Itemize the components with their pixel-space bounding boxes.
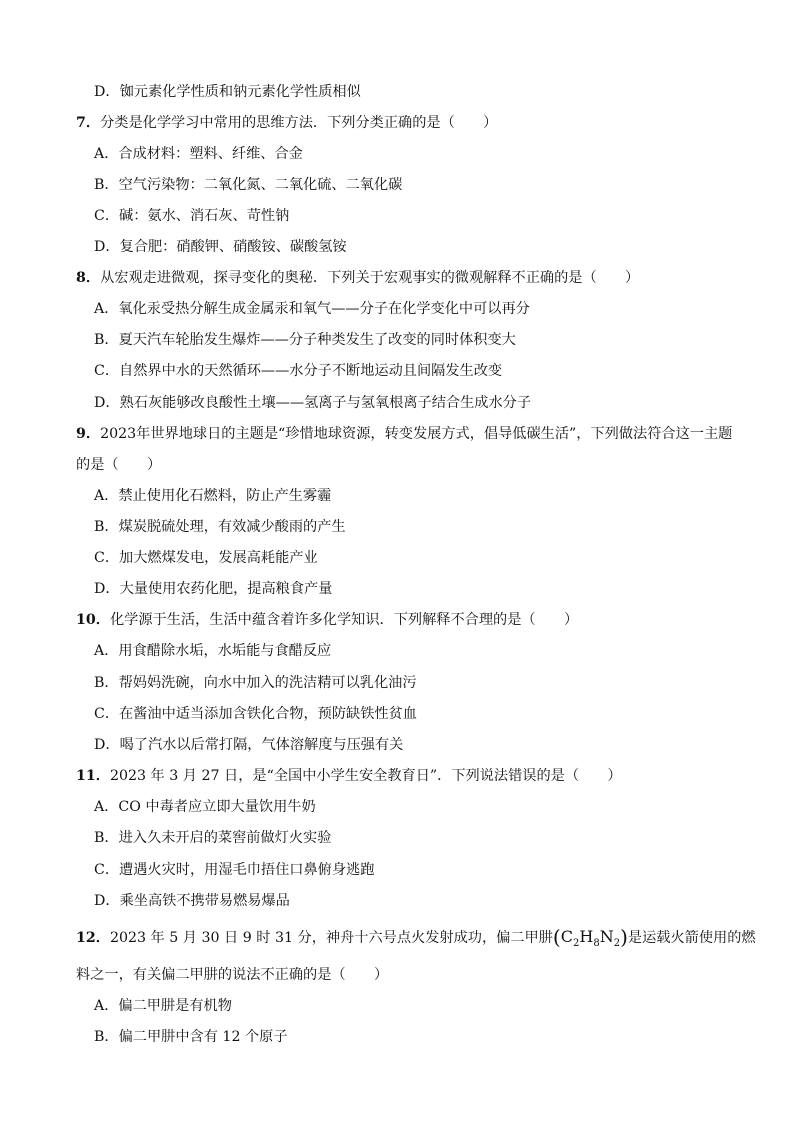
- question-9-stem: [76, 424, 732, 444]
- question-9-option-c: C．加大燃煤发电，发展高耗能产业: [94, 550, 318, 566]
- question-text: 2023 年 5 月 30 日 9 时 31 分，神舟十六号点火发射成功，偏二甲肼: [109, 930, 553, 946]
- question-number: 10．: [76, 612, 110, 628]
- question-text: 2023年世界地球日的主题是“珍惜地球资源，转变发展方式，倡导低碳生活”，下列做法符合这一主题: [100, 426, 733, 442]
- question-11-option-c: C．遭遇火灾时，用湿毛巾捂住口鼻俯身逃跑: [94, 862, 375, 878]
- question-9-option-a: A．禁止使用化石燃料，防止产生雾霾: [94, 488, 332, 504]
- question-12-option-b: B．偏二甲肼中含有 12 个原子: [94, 1029, 288, 1045]
- question-number: 8．: [76, 270, 101, 286]
- question-9-stem-continued: 的是（ ）: [76, 457, 162, 473]
- question-7-option-a: A．合成材料：塑料、纤维、合金: [94, 146, 303, 162]
- prev-question-option-d: D．铷元素化学性质和钠元素化学性质相似: [94, 84, 361, 100]
- question-text: 从宏观走进微观，探寻变化的奥秘．下列关于宏观事实的微观解释不正确的是（ ）: [100, 270, 640, 286]
- question-8-option-a: A．氧化汞受热分解生成金属汞和氧气——分子在化学变化中可以再分: [94, 301, 530, 317]
- question-8-stem: [76, 268, 639, 288]
- chemical-formula: $(C_2H_8N_2)$: [552, 925, 628, 950]
- question-text-continued: 是运载火箭使用的燃: [627, 930, 756, 946]
- question-10-option-c: C．在酱油中适当添加含铁化合物，预防缺铁性贫血: [94, 706, 417, 722]
- question-8-option-c: C．自然界中水的天然循环——水分子不断地运动且间隔发生改变: [94, 363, 503, 379]
- question-8-option-b: B．夏天汽车轮胎发生爆炸——分子种类发生了改变的同时体积变大: [94, 332, 516, 348]
- question-7-option-b: B．空气污染物：二氧化氮、二氧化硫、二氧化碳: [94, 177, 403, 193]
- question-10-option-d: D．喝了汽水以后常打隔，气体溶解度与压强有关: [94, 737, 404, 753]
- question-number: 11．: [76, 768, 110, 784]
- question-9-option-b: B．煤炭脱硫处理，有效减少酸雨的产生: [94, 519, 346, 535]
- question-10-stem: [76, 610, 578, 630]
- question-11-stem: [76, 766, 622, 786]
- question-8-option-d: D．熟石灰能够改良酸性土壤——氢离子与氢氧根离子结合生成水分子: [94, 395, 532, 411]
- question-12-option-a: A．偏二甲肼是有机物: [94, 998, 232, 1014]
- question-text: 化学源于生活，生活中蕴含着许多化学知识．下列解释不合理的是（ ）: [109, 612, 579, 628]
- question-7-option-d: D．复合肥：硝酸钾、硝酸铵、碳酸氢铵: [94, 239, 347, 255]
- question-number: 12．: [76, 930, 110, 946]
- question-text: 分类是化学学习中常用的思维方法．下列分类正确的是（ ）: [100, 115, 498, 131]
- question-9-option-d: D．大量使用农药化肥，提高粮食产量: [94, 581, 333, 597]
- question-number: 9．: [76, 426, 101, 442]
- question-text: 2023 年 3 月 27 日，是“全国中小学生安全教育日”．下列说法错误的是（ ）: [109, 768, 622, 784]
- question-7-option-c: C．碱：氨水、消石灰、苛性钠: [94, 208, 290, 224]
- question-10-option-a: A．用食醋除水垢，水垢能与食醋反应: [94, 643, 332, 659]
- question-11-option-a: A．CO 中毒者应立即大量饮用牛奶: [94, 799, 316, 815]
- question-number: 7．: [76, 115, 101, 131]
- question-12-stem: [76, 927, 756, 954]
- question-10-option-b: B．帮妈妈洗碗，向水中加入的洗洁精可以乳化油污: [94, 675, 417, 691]
- question-12-stem-continued: 料之一，有关偏二甲肼的说法不正确的是（ ）: [76, 967, 389, 983]
- question-11-option-b: B．进入久未开启的菜窖前做灯火实验: [94, 830, 332, 846]
- question-11-option-d: D．乘坐高铁不携带易燃易爆品: [94, 893, 290, 909]
- question-7-stem: [76, 113, 497, 133]
